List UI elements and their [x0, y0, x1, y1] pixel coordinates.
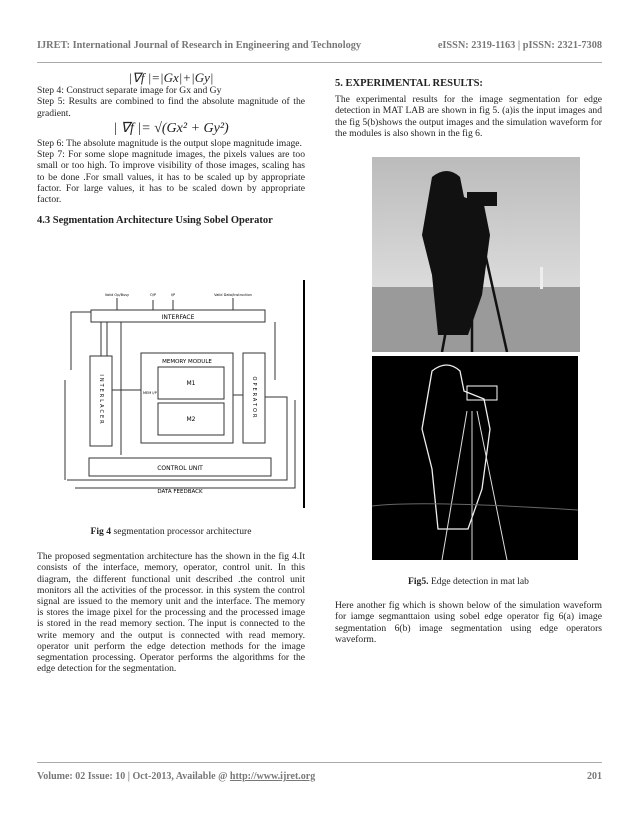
step-6: Step 6: The absolute magnitude is the output slope magnitude image.: [37, 138, 302, 150]
mem-ip-label: MEM I/P: [143, 391, 157, 395]
issn: eISSN: 2319-1163 | pISSN: 2321-7308: [437, 40, 602, 51]
fig5-caption-text: Edge detection in mat lab: [428, 576, 529, 587]
architecture-paragraph: The proposed segmentation architecture has the shown in the fig 4.It consists of the interface, memory, operator, control unit. In this diagram, the different functional unit described .the control unit monitors all the activities of the processor. in this system the control signal are issued to the memory unit and the interface. The memory is stores the image pixel for the processing and the processed image is stored in the read memory section. The input is connected to the write memory and the output is connected with read memory. operator unit perform the edge detection methods for the image segmentation processing. Operator performs the algorithms for the edge detection for the segmentation.: [37, 551, 305, 675]
interface-label: INTERFACE: [161, 314, 195, 321]
footer: [37, 771, 602, 782]
right-column-lower: [335, 576, 602, 645]
output-image-edge-detection: [372, 356, 578, 560]
simulation-paragraph: Here another fig which is shown below of the simulation waveform for iamge segmanttaion using sobel edge operator fig 6(a) image segmentation 6(b) image segmentation using edge operators waveform.: [335, 600, 602, 645]
fig4-label: Fig 4: [90, 526, 112, 537]
equation-1: |∇f |=|Gx|+|Gy|: [128, 70, 214, 85]
step-7: Step 7: For some slope magnitude images, the pixels values are too small or too high. To improve visibility of those images, scaling has to be done .For small values, it has to be scaled up by appropriate factor. For large values, it has to be scaled down by appropriate factor.: [37, 149, 305, 206]
interlacer-label: INTERLACER: [98, 374, 104, 426]
header-rule: [37, 62, 602, 63]
footer-volume: [37, 771, 315, 782]
equation-2: | ∇f |= √(Gx² + Gy²): [113, 120, 229, 136]
footer-volume-text: Volume: 02 Issue: 10 | Oct-2013, Available @: [37, 771, 230, 782]
m1-label: M1: [186, 380, 196, 387]
valid-op-label: Valid Op/Busy: [104, 293, 130, 297]
fig4-caption: [37, 526, 305, 537]
data-feedback-label: DATA FEEDBACK: [157, 489, 203, 495]
fig5-caption: [335, 576, 602, 587]
page-number: 201: [587, 771, 602, 782]
step-4: Step 4: Construct separate image for Gx and Gy: [37, 85, 222, 97]
left-column-lower: [37, 526, 305, 674]
running-header: [37, 40, 602, 51]
memory-module-label: MEMORY MODULE: [162, 359, 212, 365]
fig4-caption-text: segmentation processor architecture: [111, 526, 252, 537]
right-column: [335, 78, 602, 139]
results-paragraph: The experimental results for the image segmentation for edge detection in MAT LAB are shown in fig 5. (a)is the input images and the fig 5(b)shows the output images and the simulation waveform for the modules is also shown in the fig 6.: [335, 94, 602, 139]
operator-label: OPERATOR: [251, 376, 257, 420]
control-unit-label: CONTROL UNIT: [157, 465, 203, 472]
section-heading-4-3: 4.3 Segmentation Architecture Using Sobel Operator: [37, 215, 273, 227]
left-column: [37, 70, 305, 226]
valid-data-label: Valid Data/Instruction: [214, 293, 252, 297]
ip-label: I/P: [170, 293, 176, 297]
architecture-diagram: [55, 280, 307, 508]
m2-label: M2: [186, 416, 196, 423]
input-image-cameraman: [372, 157, 580, 352]
section-heading-5: 5. EXPERIMENTAL RESULTS:: [335, 78, 483, 89]
op-label: O/P: [149, 293, 157, 297]
step-5: Step 5: Results are combined to find the absolute magnitude of the gradient.: [37, 96, 305, 119]
fig5-label: Fig5.: [408, 576, 429, 587]
footer-rule: [37, 762, 602, 763]
journal-link[interactable]: http://www.ijret.org: [229, 771, 316, 782]
journal-title: IJRET: International Journal of Research in Engineering and Technology: [37, 40, 362, 51]
